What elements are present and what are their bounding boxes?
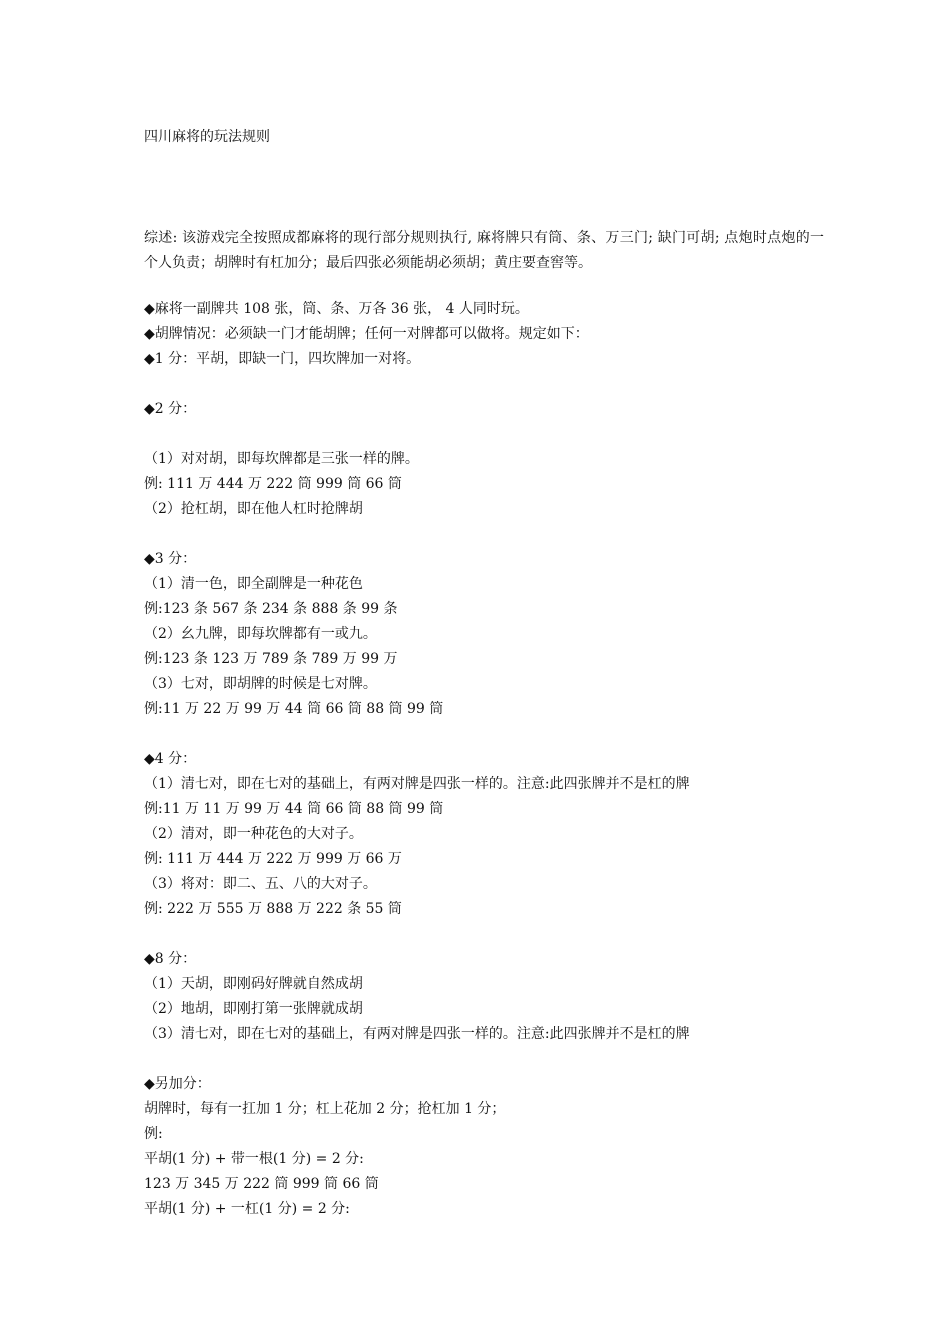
rule-line: 例:11 万 22 万 99 万 44 筒 66 筒 88 筒 99 筒	[144, 701, 444, 717]
rule-line: ◆8 分：	[144, 951, 197, 967]
rule-line: ◆4 分：	[144, 751, 197, 767]
blank-line	[144, 922, 824, 947]
rule-line: ◆1 分：平胡，即缺一门，四坎牌加一对将。	[144, 351, 421, 367]
rule-line: 胡牌时，每有一扛加 1 分；杠上花加 2 分；抢杠加 1 分；	[144, 1101, 506, 1117]
rule-line: （2）地胡，即刚打第一张牌就成胡	[144, 1001, 363, 1017]
rule-line: 例:123 条 567 条 234 条 888 条 99 条	[144, 601, 398, 617]
rule-line: （2）清对，即一种花色的大对子。	[144, 826, 363, 842]
blank-line	[144, 1047, 824, 1072]
rule-line: 例:	[144, 1126, 163, 1142]
rule-lines	[144, 297, 824, 1222]
rule-line: （1）清一色，即全副牌是一种花色	[144, 576, 363, 592]
summary-paragraph: 综述: 该游戏完全按照成都麻将的现行部分规则执行, 麻将牌只有筒、条、万三门; 缺门可胡; 点炮时点炮的一个人负责；胡牌时有杠加分；最后四张必须能胡必须胡；黄庄要查窖等。	[144, 230, 824, 271]
rule-line: ◆另加分：	[144, 1076, 211, 1092]
rule-line: 例: 111 万 444 万 222 筒 999 筒 66 筒	[144, 476, 402, 492]
rule-line: 例:11 万 11 万 99 万 44 筒 66 筒 88 筒 99 筒	[144, 801, 444, 817]
rule-line: 123 万 345 万 222 筒 999 筒 66 筒	[144, 1176, 379, 1192]
rule-line: ◆2 分：	[144, 401, 197, 417]
rule-line: （3）七对，即胡牌的时候是七对牌。	[144, 676, 377, 692]
rule-line: （2）抢杠胡，即在他人杠时抢牌胡	[144, 501, 363, 517]
rule-line: 例: 111 万 444 万 222 万 999 万 66 万	[144, 851, 402, 867]
rule-line: （1）天胡，即刚码好牌就自然成胡	[144, 976, 363, 992]
rule-line: ◆麻将一副牌共 108 张，筒、条、万各 36 张， 4 人同时玩。	[144, 301, 529, 317]
rule-line: （2）幺九牌，即每坎牌都有一或九。	[144, 626, 377, 642]
rule-line: （3）将对：即二、五、八的大对子。	[144, 876, 377, 892]
rule-line: 平胡(1 分) + 带一根(1 分) = 2 分:	[144, 1151, 364, 1167]
blank-line	[144, 372, 824, 397]
rule-line: （3）清七对，即在七对的基础上，有两对牌是四张一样的。注意:此四张牌并不是杠的牌	[144, 1026, 690, 1042]
rule-line: （1）清七对，即在七对的基础上，有两对牌是四张一样的。注意:此四张牌并不是杠的牌	[144, 776, 690, 792]
rule-line: （1）对对胡，即每坎牌都是三张一样的牌。	[144, 451, 419, 467]
rule-line: 例: 222 万 555 万 888 万 222 条 55 筒	[144, 901, 402, 917]
blank-line	[144, 522, 824, 547]
rule-line: ◆3 分：	[144, 551, 197, 567]
blank-line	[144, 722, 824, 747]
rule-line: 平胡(1 分) + 一杠(1 分) = 2 分:	[144, 1201, 350, 1217]
rule-line: 例:123 条 123 万 789 条 789 万 99 万	[144, 651, 398, 667]
rule-line: ◆胡牌情况：必须缺一门才能胡牌；任何一对牌都可以做将。规定如下：	[144, 326, 589, 342]
blank-line	[144, 422, 824, 447]
document-title: 四川麻将的玩法规则	[144, 129, 270, 145]
document-body	[144, 226, 824, 1222]
